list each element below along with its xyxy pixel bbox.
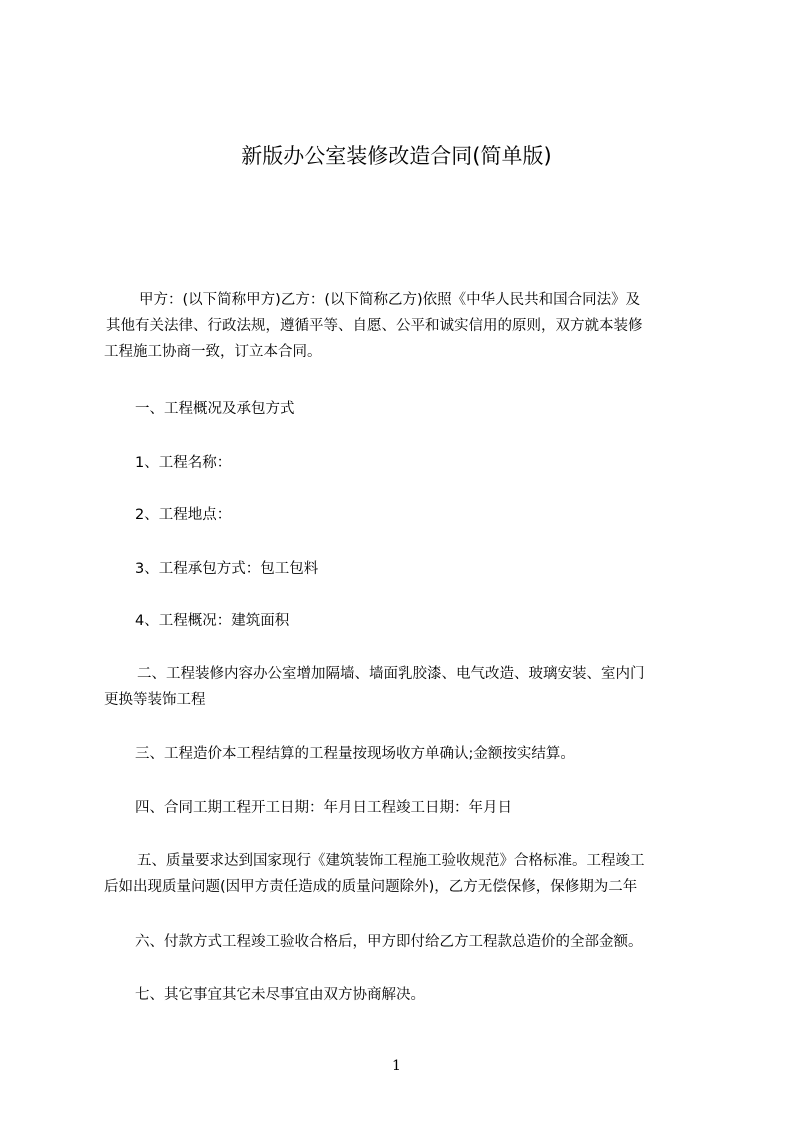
section-4-paragraph: 四、合同工期工程开工日期：年月日工程竣工日期：年月日 xyxy=(135,800,512,816)
section-6-paragraph: 六、付款方式工程竣工验收合格后，甲方即付给乙方工程款总造价的全部金额。 xyxy=(135,934,643,950)
document-title: 新版办公室装修改造合同(简单版) xyxy=(241,144,552,168)
section-1-heading: 一、工程概况及承包方式 xyxy=(135,401,295,417)
item-project-name: 1、工程名称： xyxy=(135,455,232,471)
intro-line-1: 甲方：(以下简称甲方)乙方：(以下简称乙方)依照《中华人民共和国合同法》及 xyxy=(139,292,641,308)
section-5-line-1: 五、质量要求达到国家现行《建筑装饰工程施工验收规范》合格标准。工程竣工 xyxy=(137,853,645,869)
intro-line-2: 其他有关法律、行政法规，遵循平等、自愿、公平和诚实信用的原则，双方就本装修 xyxy=(106,318,643,334)
section-7-paragraph: 七、其它事宜其它未尽事宜由双方协商解决。 xyxy=(135,987,425,1003)
section-2-line-2: 更换等装饰工程 xyxy=(104,692,206,708)
intro-paragraph xyxy=(104,287,704,365)
page-number: 1 xyxy=(392,1058,401,1074)
intro-line-3: 工程施工协商一致，订立本合同。 xyxy=(104,344,322,360)
section-5-line-2: 后如出现质量问题(因甲方责任造成的质量问题除外)，乙方无偿保修，保修期为二年 xyxy=(104,879,638,895)
section-5-paragraph xyxy=(104,848,704,900)
item-project-location: 2、工程地点： xyxy=(135,507,232,523)
section-2-line-1: 二、工程装修内容办公室增加隔墙、墙面乳胶漆、电气改造、玻璃安装、室内门 xyxy=(137,666,645,682)
section-3-paragraph: 三、工程造价本工程结算的工程量按现场收方单确认;金额按实结算。 xyxy=(135,746,575,762)
item-project-overview: 4、工程概况：建筑面积 xyxy=(135,613,290,629)
section-2-paragraph xyxy=(104,661,704,713)
item-contract-method: 3、工程承包方式：包工包料 xyxy=(135,561,319,577)
